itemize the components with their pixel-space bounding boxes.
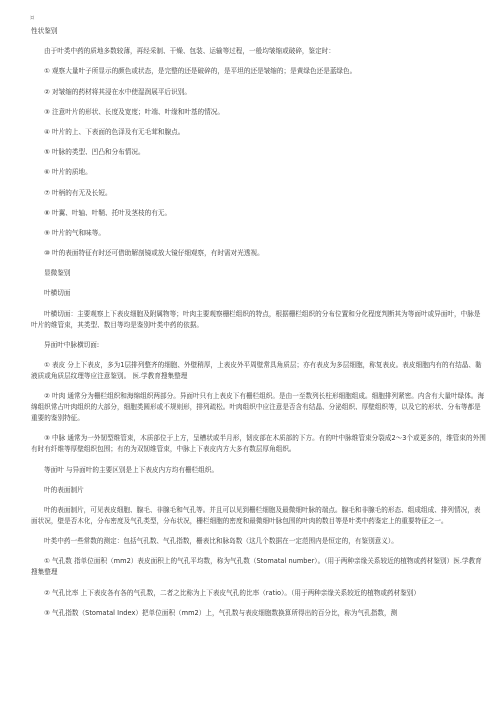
subheading-cross-section: 叶横切面 [44,289,71,298]
section-heading-macroscopic: 性状鉴别 [31,27,58,35]
mesophyll-paragraph: ② 叶肉 通常分为栅栏组织和海绵组织两部分。异面叶只有上表皮下有栅栏组织。是由一至数列长柱形细胞组成。细胞排列紧密。内含有大量叶绿体。海绵组织常占叶肉组织的大部分，细胞类圆形或不规则形，排列疏松。叶肉组织中应注意是否含有结晶、分泌组织、厚壁组织等，以及它的形状、分布等都是重要的鉴别特征。 [31,392,485,423]
corner-mark: ¤ [30,14,35,22]
list-item-1: ① 观察大量叶子所显示的颜色或状态，是完整的还是破碎的，是平坦的还是皱缩的；是黄绿色还是蓝绿色。 [44,67,357,76]
list-item-3: ③ 注意叶片的形状、长度及宽度；叶端、叶缘和叶基的情况。 [44,107,225,116]
list-item-5: ⑤ 叶脉的类型、凹凸和分布情况。 [44,148,145,157]
list-item-4: ④ 叶片的上、下表面的色泽及有无毛茸和腺点。 [44,127,185,136]
surface-prep-paragraph: 叶的表面制片，可见表皮细胞、腺毛、非腺毛和气孔等。并且可以见到栅栏细胞及最微细叶脉的端点。腺毛和非腺毛的形态、组成组成、排列情况，表面状况，壁是否木化，分布密度及气孔类型，分布状况，栅栏细胞的密度和最微细叶脉包围的叶肉的数目等是叶类中药鉴定上的重要特征之一。 [31,505,481,525]
list-item-7: ⑦ 叶柄的有无及长短。 [44,188,112,197]
midrib-paragraph: ③ 中脉 通常为一外韧型维管束，木质部位于上方，呈槽状或半月形，韧皮部在木质部的下方。有的叶中脉维管束分裂成2～3个或更多的，维管束的外围有时有纤维等厚壁组织包围；有的为双韧维管束，中脉上下表皮内方大多有数层厚角组织。 [31,434,486,454]
list-item-9: ⑨ 叶片的气和味等。 [44,228,105,237]
cross-section-paragraph: 叶横切面：主要观察上下表皮细胞及附属物等；叶肉主要观察栅栏组织的特点，根据栅栏组织的分布位置和分化程度判断其为等面叶或异面叶，中脉是叶片的维管束，其类型、数目等均是鉴别叶类中药的依据。 [31,309,481,329]
stomatal-ratio-paragraph: ② 气孔比率 上下表皮各有各的气孔数，二者之比称为上下表皮气孔的比率（ratio）。（用于两种亲缘关系较近的植物或药材鉴别） [44,588,421,597]
list-item-6: ⑥ 叶片的质地。 [44,168,92,177]
epidermis-paragraph: ① 表皮 分上下表皮，多为1层排列整齐的细胞、外壁稍厚，上表皮外平周壁常具角质层；亦有表皮为多层细胞，称复表皮。表皮细胞内有的有结晶、黏液质或角质层纹理等应注意鉴别。 医.学教育搜集整理 [31,361,482,380]
subheading-surface-prep: 叶的表面制片 [44,485,84,494]
section-heading-microscopic: 显微鉴别 [44,269,71,278]
intro-paragraph: 由于叶类中药的质地多数较薄，再经采制、干燥、包装、运输等过程，一般均皱缩或破碎，鉴定时： [44,47,336,56]
document-body [31,26,487,628]
list-item-8: ⑧ 叶翼、叶轴、叶鞘、托叶及茎枝的有无。 [44,208,172,217]
stomatal-index-paragraph: ③ 气孔指数（Stomatal Index）把单位面积（mm2）上，气孔数与表皮细胞数换算所得出的百分比，称为气孔指数，测 [44,608,398,617]
stomatal-number-paragraph: ① 气孔数 指单位面积（mm2）表皮面积上的气孔平均数，称为气孔数（Stomatal number）。（用于两种亲缘关系较近的植物或药材鉴别）医.学教育搜集整理 [31,557,482,577]
list-item-2: ② 对皱缩的药材将其浸在水中使湿润展平后识别。 [44,87,191,96]
constants-paragraph: 叶类中药一些常数的测定：包括气孔数、气孔指数，栅表比和脉岛数（这几个数据在一定范围内是恒定的，有鉴别意义）。 [44,537,398,546]
list-item-10: ⑩ 叶的表面特征有时还可借助解剖镜或放大镜仔细观察，有时需对光透视。 [44,249,264,258]
isobilateral-paragraph: 等面叶 与异面叶的主要区别是上下表皮内方均有栅栏组织。 [44,465,219,474]
subheading-bifacial-midrib: 异面叶中脉横切面: [44,340,100,349]
